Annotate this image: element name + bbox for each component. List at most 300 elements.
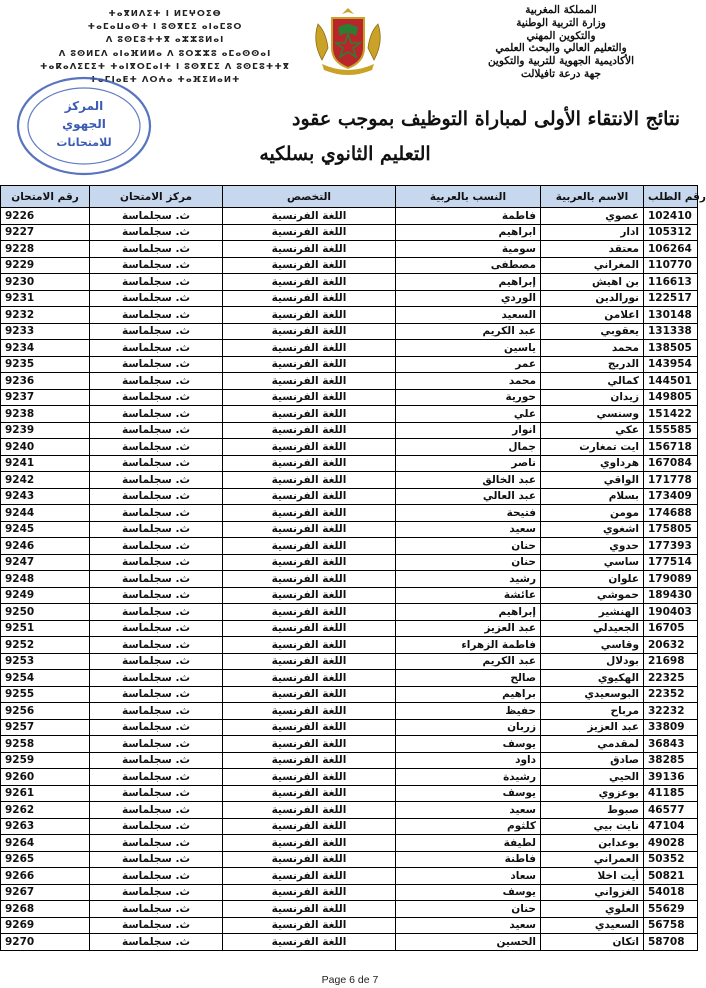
table-row: [1, 521, 698, 538]
specialty-cell: اللغة الفرنسية: [223, 851, 396, 868]
exam-center-cell: ث. سجلماسة: [90, 752, 223, 769]
specialty-cell: اللغة الفرنسية: [223, 538, 396, 555]
specialty-cell: اللغة الفرنسية: [223, 241, 396, 258]
first-name-cell: الهنشير: [541, 604, 644, 621]
exam-center-cell: ث. سجلماسة: [90, 472, 223, 489]
arabic-letterhead-line: المملكة المغربية: [525, 4, 597, 16]
specialty-cell: اللغة الفرنسية: [223, 554, 396, 571]
table-row: [1, 818, 698, 835]
last-name-cell: رشيدة: [396, 769, 541, 786]
specialty-cell: اللغة الفرنسية: [223, 769, 396, 786]
last-name-cell: براهيم: [396, 686, 541, 703]
exam-center-cell: ث. سجلماسة: [90, 686, 223, 703]
exam-center-cell: ث. سجلماسة: [90, 455, 223, 472]
first-name-cell: اشغوي: [541, 521, 644, 538]
request-number-cell: 130148: [644, 307, 698, 324]
last-name-cell: كلثوم: [396, 818, 541, 835]
exam-center-cell: ث. سجلماسة: [90, 323, 223, 340]
header-exam-center: مركز الامتحان: [90, 186, 223, 208]
specialty-cell: اللغة الفرنسية: [223, 356, 396, 373]
exam-center-cell: ث. سجلماسة: [90, 835, 223, 852]
first-name-cell: الغزواني: [541, 884, 644, 901]
exam-center-cell: ث. سجلماسة: [90, 884, 223, 901]
first-name-cell: ادار: [541, 224, 644, 241]
request-number-cell: 131338: [644, 323, 698, 340]
exam-center-cell: ث. سجلماسة: [90, 851, 223, 868]
exam-number-cell: 9231: [1, 290, 90, 307]
exam-number-cell: 9270: [1, 934, 90, 951]
results-table: [0, 185, 706, 951]
table-row: [1, 736, 698, 753]
specialty-cell: اللغة الفرنسية: [223, 389, 396, 406]
table-row: [1, 835, 698, 852]
specialty-cell: اللغة الفرنسية: [223, 340, 396, 357]
exam-number-cell: 9235: [1, 356, 90, 373]
exam-center-cell: ث. سجلماسة: [90, 802, 223, 819]
table-row: [1, 851, 698, 868]
specialty-cell: اللغة الفرنسية: [223, 901, 396, 918]
request-number-cell: 22352: [644, 686, 698, 703]
request-number-cell: 106264: [644, 241, 698, 258]
request-number-cell: 122517: [644, 290, 698, 307]
table-row: [1, 571, 698, 588]
specialty-cell: اللغة الفرنسية: [223, 224, 396, 241]
exam-center-cell: ث. سجلماسة: [90, 917, 223, 934]
request-number-cell: 171778: [644, 472, 698, 489]
exam-number-cell: 9261: [1, 785, 90, 802]
exam-number-cell: 9249: [1, 587, 90, 604]
table-body: [1, 208, 698, 951]
stamp-line: للامتحانات: [56, 136, 112, 149]
table-row: [1, 208, 698, 225]
exam-number-cell: 9262: [1, 802, 90, 819]
exam-center-cell: ث. سجلماسة: [90, 356, 223, 373]
specialty-cell: اللغة الفرنسية: [223, 521, 396, 538]
table-header-row: [1, 186, 698, 208]
first-name-cell: صادق: [541, 752, 644, 769]
exam-center-cell: ث. سجلماسة: [90, 653, 223, 670]
last-name-cell: ناصر: [396, 455, 541, 472]
first-name-cell: عصوي: [541, 208, 644, 225]
specialty-cell: اللغة الفرنسية: [223, 406, 396, 423]
specialty-cell: اللغة الفرنسية: [223, 373, 396, 390]
request-number-cell: 58708: [644, 934, 698, 951]
exam-center-cell: ث. سجلماسة: [90, 620, 223, 637]
first-name-cell: السعيدي: [541, 917, 644, 934]
specialty-cell: اللغة الفرنسية: [223, 208, 396, 225]
exam-center-cell: ث. سجلماسة: [90, 241, 223, 258]
exam-number-cell: 9230: [1, 274, 90, 291]
first-name-cell: حدوي: [541, 538, 644, 555]
exam-number-cell: 9234: [1, 340, 90, 357]
first-name-cell: بودلال: [541, 653, 644, 670]
request-number-cell: 39136: [644, 769, 698, 786]
tifinagh-line: ⵜⴰⴽⴰⴷⵉⵎⵉⵜ ⵜⴰⵏⴳⵔⵎⴰⵏⵜ ⵏ ⵓⵙⴳⵎⵉ ⴷ ⵓⵙⵎⵓⵜⵜⴳ: [40, 61, 290, 72]
header-specialty: التخصص: [223, 186, 396, 208]
moroccan-coat-of-arms-icon: [302, 2, 394, 78]
specialty-cell: اللغة الفرنسية: [223, 274, 396, 291]
last-name-cell: لطيفة: [396, 835, 541, 852]
first-name-cell: محمد: [541, 340, 644, 357]
exam-center-cell: ث. سجلماسة: [90, 868, 223, 885]
request-number-cell: 155585: [644, 422, 698, 439]
request-number-cell: 105312: [644, 224, 698, 241]
last-name-cell: سومية: [396, 241, 541, 258]
specialty-cell: اللغة الفرنسية: [223, 653, 396, 670]
exam-center-cell: ث. سجلماسة: [90, 422, 223, 439]
table-row: [1, 670, 698, 687]
exam-center-cell: ث. سجلماسة: [90, 521, 223, 538]
last-name-cell: عبد العزيز: [396, 620, 541, 637]
table-row: [1, 505, 698, 522]
request-number-cell: 49028: [644, 835, 698, 852]
exam-number-cell: 9268: [1, 901, 90, 918]
official-stamp: [12, 72, 162, 180]
request-number-cell: 174688: [644, 505, 698, 522]
specialty-cell: اللغة الفرنسية: [223, 290, 396, 307]
request-number-cell: 138505: [644, 340, 698, 357]
table-row: [1, 604, 698, 621]
tifinagh-line: ⵜⴰⵎⴰⵡⴰⵙⵜ ⵏ ⵓⵙⴳⵎⵉ ⴰⵏⴰⵎⵓⵔ: [87, 22, 243, 33]
table-row: [1, 620, 698, 637]
specialty-cell: اللغة الفرنسية: [223, 571, 396, 588]
document-subtitle: التعليم الثانوي بسلكيه: [259, 143, 431, 165]
request-number-cell: 54018: [644, 884, 698, 901]
last-name-cell: صالح: [396, 670, 541, 687]
table-row: [1, 686, 698, 703]
table-row: [1, 257, 698, 274]
specialty-cell: اللغة الفرنسية: [223, 488, 396, 505]
specialty-cell: اللغة الفرنسية: [223, 439, 396, 456]
first-name-cell: صبوط: [541, 802, 644, 819]
specialty-cell: اللغة الفرنسية: [223, 620, 396, 637]
request-number-cell: 175805: [644, 521, 698, 538]
request-number-cell: 167084: [644, 455, 698, 472]
specialty-cell: اللغة الفرنسية: [223, 587, 396, 604]
first-name-cell: نورالدين: [541, 290, 644, 307]
request-number-cell: 189430: [644, 587, 698, 604]
table-row: [1, 637, 698, 654]
last-name-cell: حنان: [396, 901, 541, 918]
table-row: [1, 472, 698, 489]
first-name-cell: اتكان: [541, 934, 644, 951]
exam-center-cell: ث. سجلماسة: [90, 719, 223, 736]
last-name-cell: مصطفى: [396, 257, 541, 274]
specialty-cell: اللغة الفرنسية: [223, 917, 396, 934]
exam-center-cell: ث. سجلماسة: [90, 785, 223, 802]
header-request-number: رقم الطلب: [644, 186, 698, 208]
specialty-cell: اللغة الفرنسية: [223, 752, 396, 769]
request-number-cell: 110770: [644, 257, 698, 274]
exam-number-cell: 9257: [1, 719, 90, 736]
request-number-cell: 22325: [644, 670, 698, 687]
tifinagh-line: ⵜⴰⴳⵍⴷⵉⵜ ⵏ ⵍⵎⵖⵔⵉⴱ: [108, 9, 222, 19]
first-name-cell: نايت بيي: [541, 818, 644, 835]
header-first-name: الاسم بالعربية: [541, 186, 644, 208]
table-row: [1, 323, 698, 340]
first-name-cell: بوعدابن: [541, 835, 644, 852]
table-row: [1, 934, 698, 951]
request-number-cell: 47104: [644, 818, 698, 835]
first-name-cell: الجعيدلي: [541, 620, 644, 637]
exam-center-cell: ث. سجلماسة: [90, 340, 223, 357]
first-name-cell: أيت اخلا: [541, 868, 644, 885]
request-number-cell: 21698: [644, 653, 698, 670]
last-name-cell: يوسف: [396, 785, 541, 802]
exam-center-cell: ث. سجلماسة: [90, 934, 223, 951]
table-row: [1, 653, 698, 670]
first-name-cell: حموشي: [541, 587, 644, 604]
last-name-cell: محمد: [396, 373, 541, 390]
first-name-cell: زيدان: [541, 389, 644, 406]
exam-number-cell: 9227: [1, 224, 90, 241]
exam-number-cell: 9265: [1, 851, 90, 868]
request-number-cell: 173409: [644, 488, 698, 505]
specialty-cell: اللغة الفرنسية: [223, 703, 396, 720]
last-name-cell: فتيحة: [396, 505, 541, 522]
exam-number-cell: 9242: [1, 472, 90, 489]
exam-number-cell: 9248: [1, 571, 90, 588]
first-name-cell: الحيي: [541, 769, 644, 786]
last-name-cell: فاطمة: [396, 208, 541, 225]
table-row: [1, 455, 698, 472]
request-number-cell: 151422: [644, 406, 698, 423]
exam-number-cell: 9264: [1, 835, 90, 852]
exam-number-cell: 9252: [1, 637, 90, 654]
table-row: [1, 439, 698, 456]
last-name-cell: عبد الكريم: [396, 653, 541, 670]
document-title: نتائج الانتقاء الأولى لمباراة التوظيف بموجب عقود: [292, 108, 680, 130]
specialty-cell: اللغة الفرنسية: [223, 323, 396, 340]
first-name-cell: علوان: [541, 571, 644, 588]
first-name-cell: الهكيوي: [541, 670, 644, 687]
request-number-cell: 156718: [644, 439, 698, 456]
request-number-cell: 190403: [644, 604, 698, 621]
specialty-cell: اللغة الفرنسية: [223, 802, 396, 819]
request-number-cell: 46577: [644, 802, 698, 819]
last-name-cell: جمال: [396, 439, 541, 456]
specialty-cell: اللغة الفرنسية: [223, 637, 396, 654]
exam-center-cell: ث. سجلماسة: [90, 406, 223, 423]
last-name-cell: الوردي: [396, 290, 541, 307]
exam-number-cell: 9258: [1, 736, 90, 753]
last-name-cell: سعاد: [396, 868, 541, 885]
exam-center-cell: ث. سجلماسة: [90, 373, 223, 390]
exam-number-cell: 9255: [1, 686, 90, 703]
exam-number-cell: 9253: [1, 653, 90, 670]
table-row: [1, 356, 698, 373]
request-number-cell: 144501: [644, 373, 698, 390]
specialty-cell: اللغة الفرنسية: [223, 670, 396, 687]
exam-number-cell: 9259: [1, 752, 90, 769]
last-name-cell: عبد الخالق: [396, 472, 541, 489]
table-row: [1, 274, 698, 291]
exam-center-cell: ث. سجلماسة: [90, 637, 223, 654]
request-number-cell: 55629: [644, 901, 698, 918]
first-name-cell: لمقدمي: [541, 736, 644, 753]
exam-center-cell: ث. سجلماسة: [90, 538, 223, 555]
arabic-letterhead-line: والتكوين المهني: [526, 29, 596, 42]
first-name-cell: ايت تمغارت: [541, 439, 644, 456]
last-name-cell: عائشة: [396, 587, 541, 604]
exam-center-cell: ث. سجلماسة: [90, 224, 223, 241]
exam-number-cell: 9245: [1, 521, 90, 538]
table-row: [1, 752, 698, 769]
specialty-cell: اللغة الفرنسية: [223, 505, 396, 522]
request-number-cell: 41185: [644, 785, 698, 802]
request-number-cell: 50352: [644, 851, 698, 868]
arabic-letterhead: [446, 4, 676, 81]
exam-number-cell: 9260: [1, 769, 90, 786]
exam-center-cell: ث. سجلماسة: [90, 818, 223, 835]
last-name-cell: عبد الكريم: [396, 323, 541, 340]
exam-center-cell: ث. سجلماسة: [90, 290, 223, 307]
first-name-cell: مومن: [541, 505, 644, 522]
last-name-cell: عبد العالي: [396, 488, 541, 505]
table-row: [1, 340, 698, 357]
request-number-cell: 102410: [644, 208, 698, 225]
header-last-name: النسب بالعربية: [396, 186, 541, 208]
first-name-cell: الواقي: [541, 472, 644, 489]
request-number-cell: 32232: [644, 703, 698, 720]
last-name-cell: ياسين: [396, 340, 541, 357]
arabic-letterhead-line: وزارة التربية الوطنية: [516, 16, 606, 29]
specialty-cell: اللغة الفرنسية: [223, 818, 396, 835]
first-name-cell: الدريج: [541, 356, 644, 373]
exam-center-cell: ث. سجلماسة: [90, 439, 223, 456]
last-name-cell: سعيد: [396, 521, 541, 538]
request-number-cell: 16705: [644, 620, 698, 637]
exam-center-cell: ث. سجلماسة: [90, 571, 223, 588]
table-row: [1, 802, 698, 819]
table-row: [1, 554, 698, 571]
exam-center-cell: ث. سجلماسة: [90, 257, 223, 274]
arabic-letterhead-line: الأكاديمية الجهوية للتربية والتكوين: [487, 55, 635, 68]
first-name-cell: بن اهيش: [541, 274, 644, 291]
request-number-cell: 149805: [644, 389, 698, 406]
specialty-cell: اللغة الفرنسية: [223, 307, 396, 324]
table-row: [1, 917, 698, 934]
exam-number-cell: 9251: [1, 620, 90, 637]
first-name-cell: بوعزوي: [541, 785, 644, 802]
exam-number-cell: 9240: [1, 439, 90, 456]
exam-number-cell: 9236: [1, 373, 90, 390]
request-number-cell: 116613: [644, 274, 698, 291]
first-name-cell: معتقد: [541, 241, 644, 258]
specialty-cell: اللغة الفرنسية: [223, 868, 396, 885]
last-name-cell: فاطمة الزهراء: [396, 637, 541, 654]
exam-number-cell: 9228: [1, 241, 90, 258]
table-row: [1, 422, 698, 439]
first-name-cell: مرباح: [541, 703, 644, 720]
exam-center-cell: ث. سجلماسة: [90, 488, 223, 505]
first-name-cell: كمالي: [541, 373, 644, 390]
last-name-cell: علي: [396, 406, 541, 423]
table-row: [1, 224, 698, 241]
first-name-cell: اعلامن: [541, 307, 644, 324]
specialty-cell: اللغة الفرنسية: [223, 785, 396, 802]
exam-center-cell: ث. سجلماسة: [90, 703, 223, 720]
exam-number-cell: 9233: [1, 323, 90, 340]
specialty-cell: اللغة الفرنسية: [223, 257, 396, 274]
last-name-cell: فاطنة: [396, 851, 541, 868]
first-name-cell: عبد العزيز: [541, 719, 644, 736]
stamp-line: الجهوي: [62, 117, 106, 131]
table-row: [1, 488, 698, 505]
last-name-cell: يوسف: [396, 884, 541, 901]
exam-center-cell: ث. سجلماسة: [90, 389, 223, 406]
last-name-cell: يوسف: [396, 736, 541, 753]
request-number-cell: 177514: [644, 554, 698, 571]
specialty-cell: اللغة الفرنسية: [223, 719, 396, 736]
last-name-cell: زربان: [396, 719, 541, 736]
request-number-cell: 177393: [644, 538, 698, 555]
table-row: [1, 785, 698, 802]
exam-number-cell: 9229: [1, 257, 90, 274]
last-name-cell: إبراهيم: [396, 604, 541, 621]
exam-number-cell: 9243: [1, 488, 90, 505]
exam-center-cell: ث. سجلماسة: [90, 587, 223, 604]
first-name-cell: العلوي: [541, 901, 644, 918]
last-name-cell: ابراهيم: [396, 224, 541, 241]
table-row: [1, 290, 698, 307]
request-number-cell: 38285: [644, 752, 698, 769]
header-exam-number: رقم الامتحان: [1, 186, 90, 208]
first-name-cell: عكي: [541, 422, 644, 439]
exam-number-cell: 9246: [1, 538, 90, 555]
exam-number-cell: 9269: [1, 917, 90, 934]
exam-center-cell: ث. سجلماسة: [90, 307, 223, 324]
page-number: Page 6 de 7: [321, 974, 379, 986]
last-name-cell: الحسين: [396, 934, 541, 951]
exam-center-cell: ث. سجلماسة: [90, 901, 223, 918]
exam-number-cell: 9241: [1, 455, 90, 472]
last-name-cell: انوار: [396, 422, 541, 439]
last-name-cell: عمر: [396, 356, 541, 373]
last-name-cell: حنان: [396, 554, 541, 571]
exam-number-cell: 9237: [1, 389, 90, 406]
exam-number-cell: 9244: [1, 505, 90, 522]
request-number-cell: 50821: [644, 868, 698, 885]
specialty-cell: اللغة الفرنسية: [223, 934, 396, 951]
specialty-cell: اللغة الفرنسية: [223, 884, 396, 901]
specialty-cell: اللغة الفرنسية: [223, 835, 396, 852]
last-name-cell: سعيد: [396, 802, 541, 819]
request-number-cell: 20632: [644, 637, 698, 654]
table-row: [1, 587, 698, 604]
exam-number-cell: 9266: [1, 868, 90, 885]
table-row: [1, 769, 698, 786]
exam-number-cell: 9250: [1, 604, 90, 621]
specialty-cell: اللغة الفرنسية: [223, 455, 396, 472]
table-row: [1, 373, 698, 390]
exam-number-cell: 9247: [1, 554, 90, 571]
table-row: [1, 538, 698, 555]
exam-number-cell: 9254: [1, 670, 90, 687]
exam-center-cell: ث. سجلماسة: [90, 554, 223, 571]
first-name-cell: وسنسي: [541, 406, 644, 423]
exam-center-cell: ث. سجلماسة: [90, 736, 223, 753]
exam-center-cell: ث. سجلماسة: [90, 274, 223, 291]
last-name-cell: سعيد: [396, 917, 541, 934]
arabic-letterhead-line: جهة درعة تافيلالت: [521, 67, 601, 80]
stamp-line: المركز: [64, 99, 104, 113]
last-name-cell: حفيظ: [396, 703, 541, 720]
exam-number-cell: 9226: [1, 208, 90, 225]
first-name-cell: العمراني: [541, 851, 644, 868]
table-row: [1, 719, 698, 736]
exam-center-cell: ث. سجلماسة: [90, 505, 223, 522]
